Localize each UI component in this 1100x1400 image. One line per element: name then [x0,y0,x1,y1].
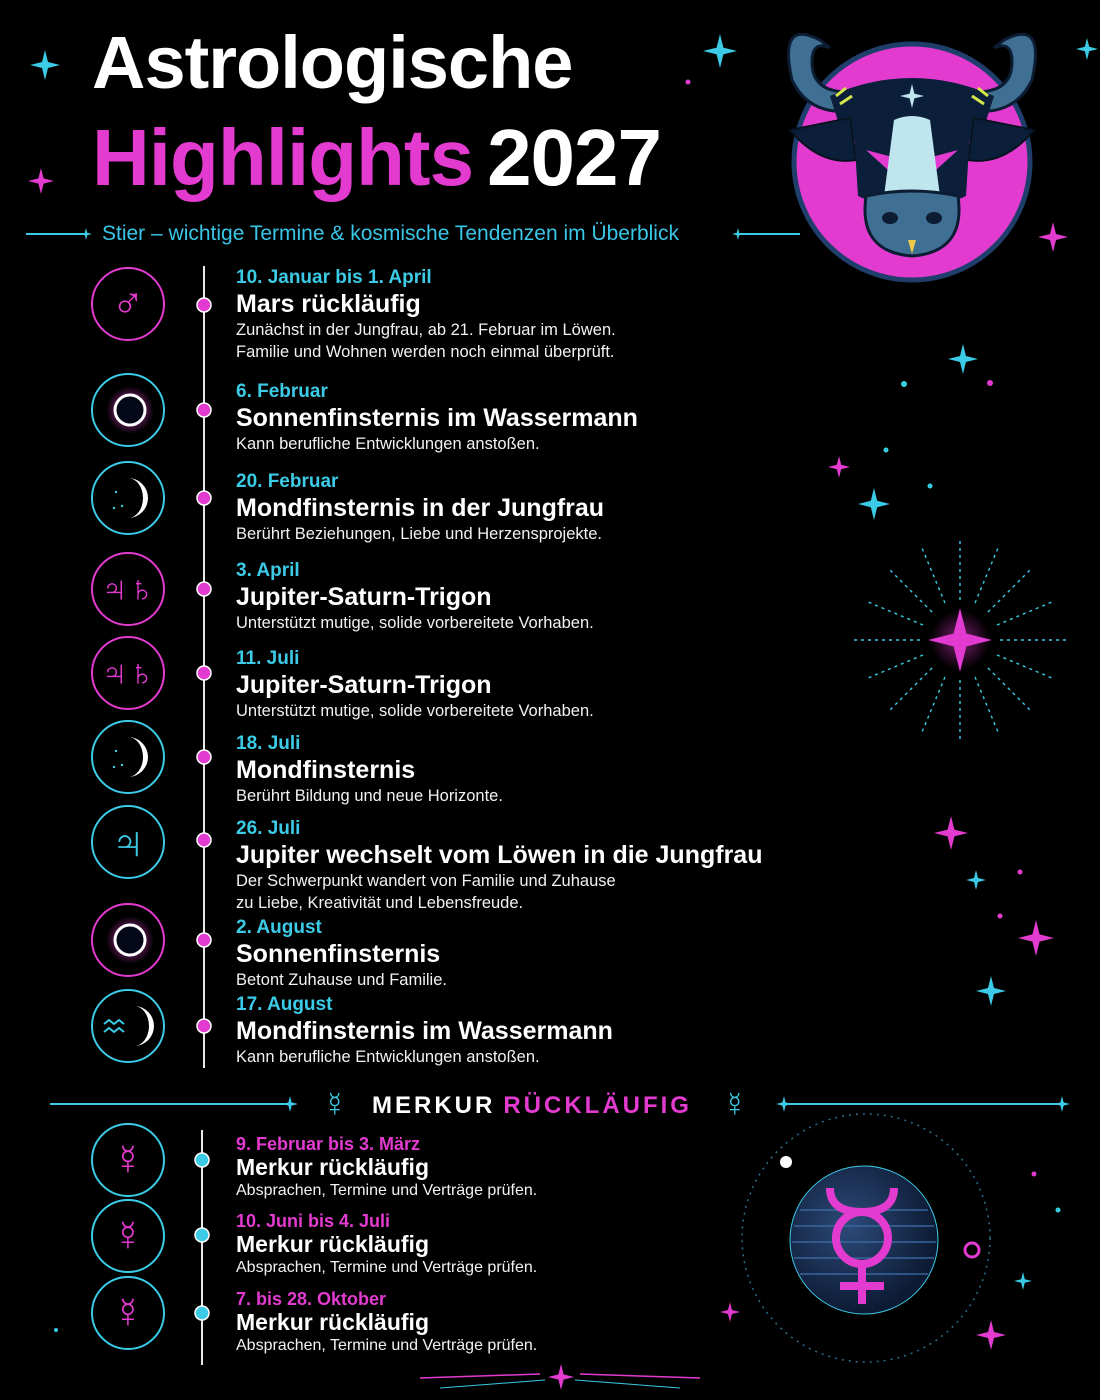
mercury-date: 7. bis 28. Oktober [236,1289,387,1309]
event-description: Kann berufliche Entwicklungen anstoßen. [236,435,540,453]
timeline-dot [197,666,211,680]
event-item [236,917,796,991]
taurus-bull-icon [789,34,1036,280]
star-icon [1014,1272,1032,1290]
timeline-dot [197,582,211,596]
jupiter-saturn-icon: ♃♄ [91,552,165,626]
event-description: Zunächst in der Jungfrau, ab 21. Februar im Löwen. [236,321,616,339]
star-icon [934,816,968,850]
event-description: Berührt Bildung und neue Horizonte. [236,787,503,805]
star-icon [1018,920,1054,956]
star-icon [28,168,54,194]
aquarius-moon-circle [91,989,165,1063]
page-title-line1: Astrologische [92,21,573,104]
event-date: 26. Juli [236,818,301,839]
star-icon [30,50,60,80]
star-icon [732,228,744,240]
star-icon [282,1096,298,1112]
star-icon [1038,222,1068,252]
solar-eclipse-circle [91,903,165,977]
star-icon [966,870,986,890]
page-title-line2 [92,113,662,202]
mars-symbol-icon: ♂ [91,267,165,341]
mercury-title: Merkur rückläufig [236,1309,429,1335]
title-highlight: Highlights [92,113,474,202]
jupiter-saturn-icon: ♃♄ [91,636,165,710]
event-date: 2. August [236,917,322,938]
star-icon [976,976,1006,1006]
event-description: Unterstützt mutige, solide vorbereitete Vorhaben. [236,614,594,632]
event-description: Betont Zuhause und Familie. [236,971,447,989]
event-title: Jupiter-Saturn-Trigon [236,583,492,611]
mercury-date: 9. Februar bis 3. März [236,1134,421,1154]
subtitle: Stier – wichtige Termine & kosmische Tendenzen im Überblick [102,222,679,245]
star-icon [703,34,737,68]
event-title: Jupiter-Saturn-Trigon [236,671,492,699]
mercury-title-word2: RÜCKLÄUFIG [503,1092,692,1119]
mercury-symbol-icon: ☿ [91,1276,165,1350]
bottom-ornament [420,1364,700,1390]
mercury-title: Merkur rückläufig [236,1231,429,1257]
star-icon [928,608,992,672]
timeline-dot [197,750,211,764]
star-icon [858,488,890,520]
mercury-description: Absprachen, Termine und Verträge prüfen. [236,1182,538,1199]
event-date: 18. Juli [236,733,301,754]
crescent-moon-circle [91,720,165,794]
timeline-dot [195,1153,209,1167]
mercury-heading-icon-right: ☿ [722,1086,748,1124]
timeline-dot [197,1019,211,1033]
event-item [236,818,796,914]
event-description: Der Schwerpunkt wandert von Familie und Zuhause [236,872,616,890]
star-icon [948,344,978,374]
event-date: 3. April [236,560,300,581]
star-icon [776,1096,792,1112]
star-icon [548,1364,574,1390]
crescent-moon-circle [91,461,165,535]
star-icon [80,228,92,240]
event-date: 10. Januar bis 1. April [236,267,432,288]
timeline-dot [195,1228,209,1242]
event-description: Kann berufliche Entwicklungen anstoßen. [236,1048,540,1066]
mercury-description: Absprachen, Termine und Verträge prüfen. [236,1337,538,1354]
event-date: 17. August [236,994,333,1015]
event-description: Familie und Wohnen werden noch einmal überprüft. [236,343,615,361]
mercury-symbol-icon: ☿ [91,1199,165,1273]
timeline-dot [197,833,211,847]
event-item [236,733,796,807]
event-item [236,267,796,363]
mercury-date: 10. Juni bis 4. Juli [236,1211,391,1231]
event-item [236,648,796,722]
timeline-dot [197,491,211,505]
event-item [236,471,796,545]
jupiter-symbol-icon: ♃ [91,805,165,879]
event-title: Jupiter wechselt vom Löwen in die Jungfrau [236,841,763,869]
event-title: Mondfinsternis [236,756,416,784]
timeline-dot [197,403,211,417]
event-description: zu Liebe, Kreativität und Lebensfreude. [236,894,524,912]
event-title: Sonnenfinsternis im Wassermann [236,404,638,432]
star-icon [1054,1096,1070,1112]
event-description: Unterstützt mutige, solide vorbereitete Vorhaben. [236,702,594,720]
mercury-item [236,1134,796,1200]
mercury-item [236,1289,796,1355]
star-icon [976,1320,1006,1350]
timeline-dot [197,933,211,947]
event-date: 6. Februar [236,381,328,402]
event-item [236,560,796,634]
mercury-heading-icon-left: ☿ [322,1086,348,1124]
mercury-title: Merkur rückläufig [236,1154,429,1180]
timeline-dot [197,298,211,312]
event-title: Sonnenfinsternis [236,940,441,968]
mercury-section-title [372,1092,692,1120]
event-item [236,994,796,1068]
event-title: Mondfinsternis im Wassermann [236,1017,613,1045]
event-date: 20. Februar [236,471,339,492]
title-year: 2027 [487,113,662,202]
timeline-dot [195,1306,209,1320]
star-icon [1076,38,1098,60]
solar-eclipse-circle [91,373,165,447]
mercury-description: Absprachen, Termine und Verträge prüfen. [236,1259,538,1276]
event-title: Mondfinsternis in der Jungfrau [236,494,605,522]
event-title: Mars rückläufig [236,290,421,318]
star-icon [828,456,850,478]
mercury-symbol-icon: ☿ [91,1123,165,1197]
event-date: 11. Juli [236,648,300,669]
event-description: Berührt Beziehungen, Liebe und Herzensprojekte. [236,525,602,543]
mercury-title-word1: MERKUR [372,1092,496,1119]
mercury-item [236,1211,796,1277]
event-item [236,381,796,455]
